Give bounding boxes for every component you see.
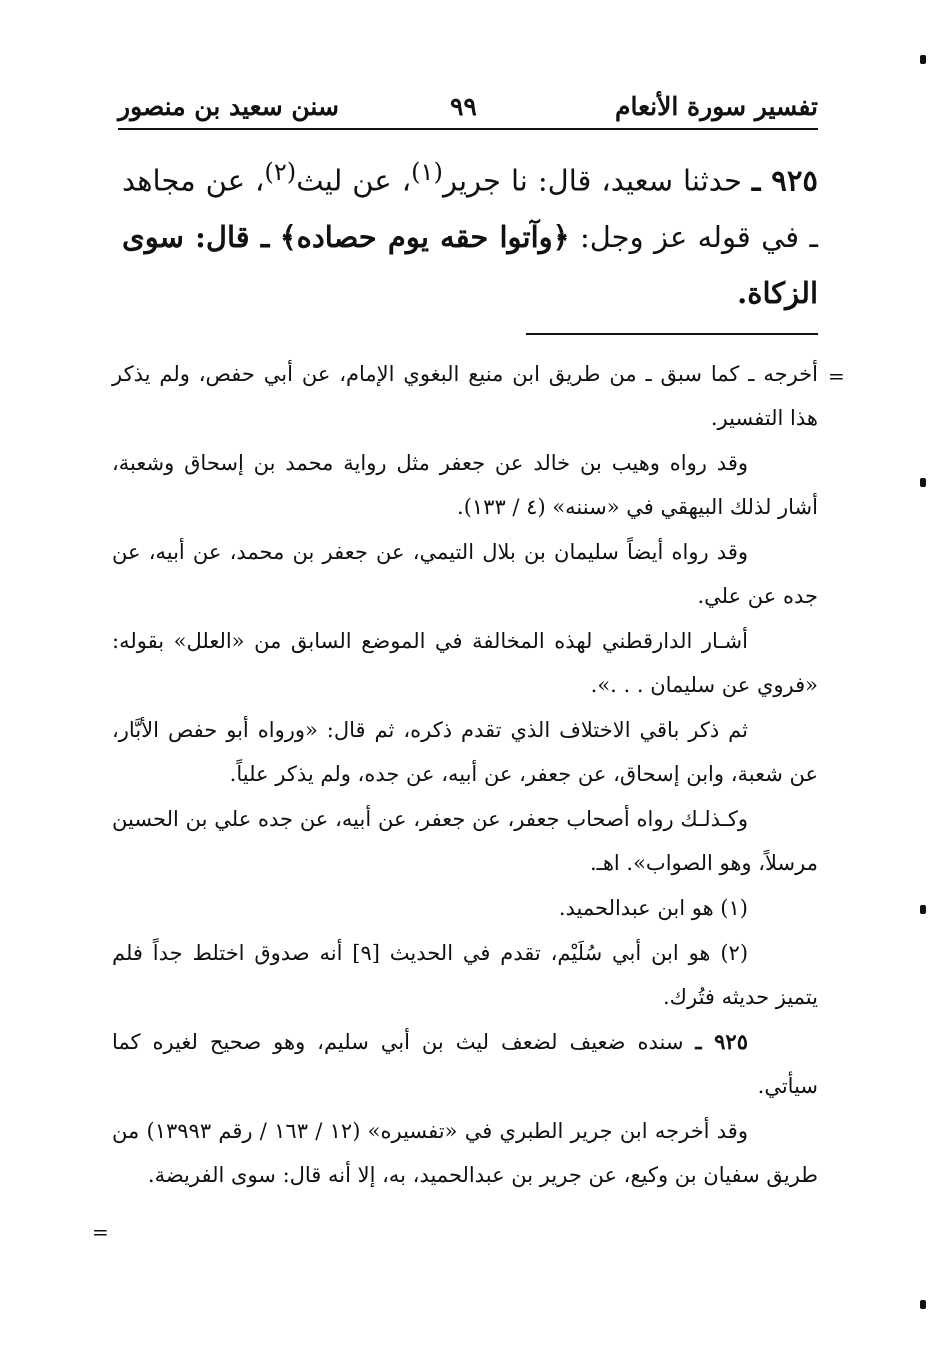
hadith-text-part: حدثنا سعيد، قال: نا جرير [442,163,742,198]
takhrij-note [112,1020,818,1108]
footnote-ref-2: (٢) [264,158,297,186]
footnote-ref-1: (١) [411,158,443,186]
hadith-text-part: ، عن مجاهد ـ في قوله عز وجل: [122,163,818,254]
scan-mark [920,905,926,914]
running-header [118,88,818,130]
note-paragraph: أخرجه ـ كما سبق ـ من طريق ابن منيع البغوي الإمام، عن أبي حفص، ولم يذكر هذا التفسير. [112,362,818,430]
footnote-1: (١) هو ابن عبدالحميد. [558,896,748,920]
note-paragraph: وقد رواه وهيب بن خالد عن جعفر مثل رواية محمد بن إسحاق وشعبة، أشار لذلك البيهقي في «سننه» (٤ / ١٣٣). [112,451,818,519]
hadith-text [122,144,818,321]
scan-mark [920,55,926,64]
book-title: سنن سعيد بن منصور [118,92,339,121]
continuation-mark: = [92,1220,109,1244]
page-number: ٩٩ [450,92,477,121]
note-paragraph: أشـار الدارقطني لهذه المخالفة في الموضع السابق من «العلل» بقوله: «فروي عن سليمان . . .». [112,629,818,697]
note-paragraph: وكـذلـك رواه أصحاب جعفر، عن جعفر، عن أبيه، عن جده علي بن الحسين مرسلاً، وهو الصواب». اهـ. [112,807,818,875]
chapter-title: تفسير سورة الأنعام [614,92,818,121]
hadith-text-part: ـ قال: سوى الزكاة. [122,219,818,310]
note-paragraph: وقد رواه أيضاً سليمان بن بلال التيمي، عن جعفر بن محمد، عن أبيه، عن جده عن علي. [112,540,818,608]
hadith-paragraph [122,144,818,321]
takhrij-number: ٩٢٥ ـ [695,1029,748,1054]
footnote-separator [526,333,818,335]
footnotes [112,352,818,1198]
scan-mark [920,478,926,487]
note-paragraph: وقد أخرجه ابن جرير الطبري في «تفسيره» (١٢ / ١٦٣ / رقم ١٣٩٩٣) من طريق سفيان بن وكيع، عن جرير بن عبدالحميد، به، إلا أنه قال: سوى الفريضة. [112,1119,818,1187]
footnote-2: (٢) هو ابن أبي سُلَيْم، تقدم في الحديث [٩] أنه صدوق اختلط جداً فلم يتميز حديثه فتُرك. [112,941,818,1009]
quran-quote: ﴿وآتوا حقه يوم حصاده﴾ [279,219,570,254]
hadith-text-part: ، عن ليث [296,163,412,198]
takhrij-text: سنده ضعيف لضعف ليث بن أبي سليم، وهو صحيح لغيره كما سيأتي. [112,1030,818,1098]
continuation-mark: = [828,364,845,388]
hadith-number: ٩٢٥ ـ [751,163,819,198]
scan-mark [920,1300,926,1309]
note-paragraph: ثم ذكر باقي الاختلاف الذي تقدم ذكره، ثم قال: «ورواه أبو حفص الأبَّار، عن شعبة، وابن إسحاق، عن جعفر، عن أبيه، عن جده، ولم يذكر علياً. [112,718,818,786]
